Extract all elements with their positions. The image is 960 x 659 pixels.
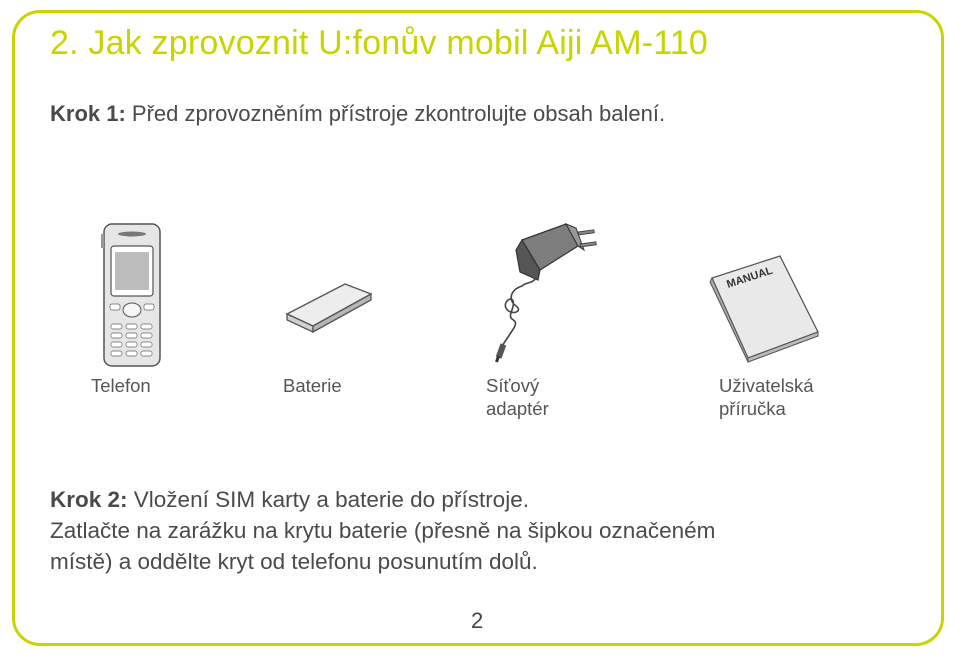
item-label-adapter-line1: Síťový [486,375,540,396]
item-label-manual-line2: příručka [719,398,786,419]
step-2-heading: Vložení SIM karty a baterie do přístroje. [127,487,529,512]
item-label-adapter-line2: adaptér [486,398,549,419]
item-label-phone-line1: Telefon [91,375,151,396]
page-number: 2 [471,608,484,633]
item-label-battery-line1: Baterie [283,375,342,396]
step-2-line3: místě) a oddělte kryt od telefonu posunutím dolů. [50,549,538,574]
step-2 [50,484,715,577]
item-label-manual [719,374,814,420]
manual-cover-text: MANUAL [725,264,775,291]
step-2-line2: Zatlačte na zarážku na krytu baterie (přesně na šipkou označeném [50,518,716,543]
power-adapter-icon [480,220,606,366]
manual-icon [706,252,826,364]
battery-icon [285,278,375,334]
step-1 [50,101,665,127]
step-1-text: Před zprovozněním přístroje zkontrolujte obsah balení. [125,101,666,126]
step-2-colon: : [120,487,128,512]
item-label-adapter [486,374,549,420]
step-2-line1 [50,484,715,515]
item-label-manual-line1: Uživatelská [719,375,814,396]
item-label-phone [91,374,151,397]
item-label-battery [283,374,342,397]
step-1-colon: : [118,101,126,126]
step-1-prefix: Krok 1 [50,101,119,126]
step-2-prefix: Krok 2 [50,487,121,512]
phone-icon [98,222,166,368]
page-title: 2. Jak zprovoznit U:fonův mobil Aiji AM-110 [50,24,709,62]
